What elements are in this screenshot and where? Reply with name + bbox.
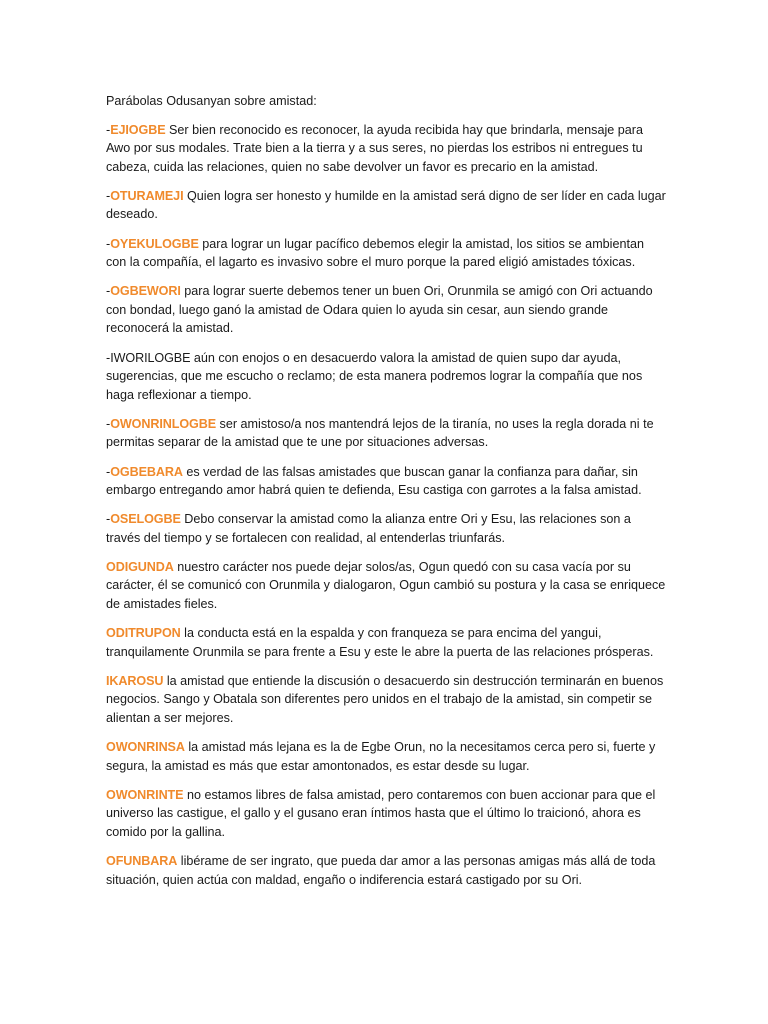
entry-prefix: -	[106, 188, 111, 203]
entry-text: Ser bien reconocido es reconocer, la ayuda recibida hay que brindarla, mensaje para Awo por sus modales. Trate bien a la tierra y a sus seres, no pierdas los estribos ni entregues tu cabeza, cuida las relaciones, quien no sabe devolver un favor es precario en la amistad.	[106, 122, 643, 174]
entry-text: libérame de ser ingrato, que pueda dar amor a las personas amigas más allá de toda situación, quien actúa con maldad, engaño o indiferencia estará castigado por su Ori.	[106, 854, 656, 887]
odu-name: OYEKULOGBE	[110, 236, 199, 251]
paragraph-entry	[106, 282, 666, 338]
entry-text: la amistad que entiende la discusión o desacuerdo sin destrucción terminarán en buenos negocios. Sango y Obatala son diferentes pero unidos en el trabajo de la amistad, sin competir se alientan a ser mejores.	[106, 673, 664, 726]
paragraph-entry	[106, 738, 666, 775]
entry-text: aún con enojos o en desacuerdo valora la amistad de quien supo dar ayuda, sugerencias, que me escucho o reclamo; de esta manera podremos lograr la compañía que nos haga reflexionar a tiempo.	[106, 350, 643, 402]
odu-name: OGBEBARA	[110, 464, 183, 479]
odu-name: OWONRINLOGBE	[110, 416, 217, 431]
odu-name: ODIGUNDA	[106, 559, 174, 574]
paragraph-entry	[106, 510, 666, 547]
odu-name: OSELOGBE	[110, 512, 181, 527]
entry-text: nuestro carácter nos puede dejar solos/as, Ogun quedó con su casa vacía por su carácter, él se comunicó con Orunmila y dialogaron, Ogun cambió su postura y la casa se enriquece de amistades fieles.	[106, 559, 666, 612]
paragraph-entry	[106, 786, 666, 842]
entry-prefix: -	[106, 284, 111, 299]
entry-text: ser amistoso/a nos mantendrá lejos de la tiranía, no uses la regla dorada ni te permitas separar de la amistad que te une por situaciones adversas.	[106, 416, 654, 450]
entry-prefix: -	[106, 416, 111, 431]
document-page	[106, 92, 666, 900]
paragraph-entry	[106, 558, 666, 614]
odu-name: OTURAMEJI	[110, 188, 184, 203]
entry-prefix: -	[106, 236, 111, 251]
entry-prefix: -	[106, 512, 111, 527]
entry-text: la conducta está en la espalda y con franqueza se para encima del yangui, tranquilamente Orunmila se para frente a Esu y este le abre la puerta de las relaciones prósperas.	[106, 626, 654, 659]
odu-name: IWORILOGBE	[110, 350, 191, 365]
odu-name: OWONRINTE	[106, 787, 184, 802]
paragraph-entry	[106, 852, 666, 889]
paragraph-entry	[106, 672, 666, 728]
odu-name: OFUNBARA	[106, 854, 178, 869]
paragraph-entry	[106, 415, 666, 452]
entry-prefix: -	[106, 464, 111, 479]
entry-text: es verdad de las falsas amistades que buscan ganar la confianza para dañar, sin embargo entregando amor habrá quien te defienda, Esu castiga con garrotes a la falsa amistad.	[106, 464, 642, 498]
entry-prefix: -	[106, 122, 111, 137]
paragraph-entry	[106, 187, 666, 224]
entry-prefix: -	[106, 350, 111, 365]
paragraph-entry	[106, 624, 666, 661]
entry-text: no estamos libres de falsa amistad, pero contaremos con buen accionar para que el universo las castigue, el gallo y el gusano eran íntimos hasta que el último lo traicionó, ahora es comido por la gallina.	[106, 787, 656, 839]
odu-name: OGBEWORI	[110, 284, 181, 299]
document-title: Parábolas Odusanyan sobre amistad:	[106, 94, 317, 108]
entry-text: para lograr suerte debemos tener un buen Ori, Orunmila se amigó con Ori actuando con bondad, luego ganó la amistad de Odara quien lo ayuda sin cesar, aun siendo grande reconocerá la amistad.	[106, 284, 653, 336]
entries-list	[106, 121, 666, 890]
odu-name: EJIOGBE	[110, 122, 166, 137]
entry-text: Debo conservar la amistad como la alianza entre Ori y Esu, las relaciones son a través del tiempo y se fortalecen con realidad, al entenderlas triunfarás.	[106, 512, 631, 545]
odu-name: ODITRUPON	[106, 626, 181, 641]
entry-text: la amistad más lejana es la de Egbe Orun, no la necesitamos cerca pero si, fuerte y segura, la amistad es más que estar amontonados, es estar desde su lugar.	[106, 740, 656, 773]
paragraph-entry	[106, 349, 666, 405]
odu-name: OWONRINSA	[106, 740, 185, 755]
paragraph-entry	[106, 121, 666, 177]
odu-name: IKAROSU	[106, 673, 164, 688]
paragraph-entry	[106, 463, 666, 500]
entry-text: Quien logra ser honesto y humilde en la amistad será digno de ser líder en cada lugar deseado.	[106, 188, 666, 222]
entry-text: para lograr un lugar pacífico debemos elegir la amistad, los sitios se ambientan con la compañía, el lagarto es invasivo sobre el muro porque la pared eligió amistades tóxicas.	[106, 236, 644, 270]
paragraph-entry	[106, 235, 666, 272]
